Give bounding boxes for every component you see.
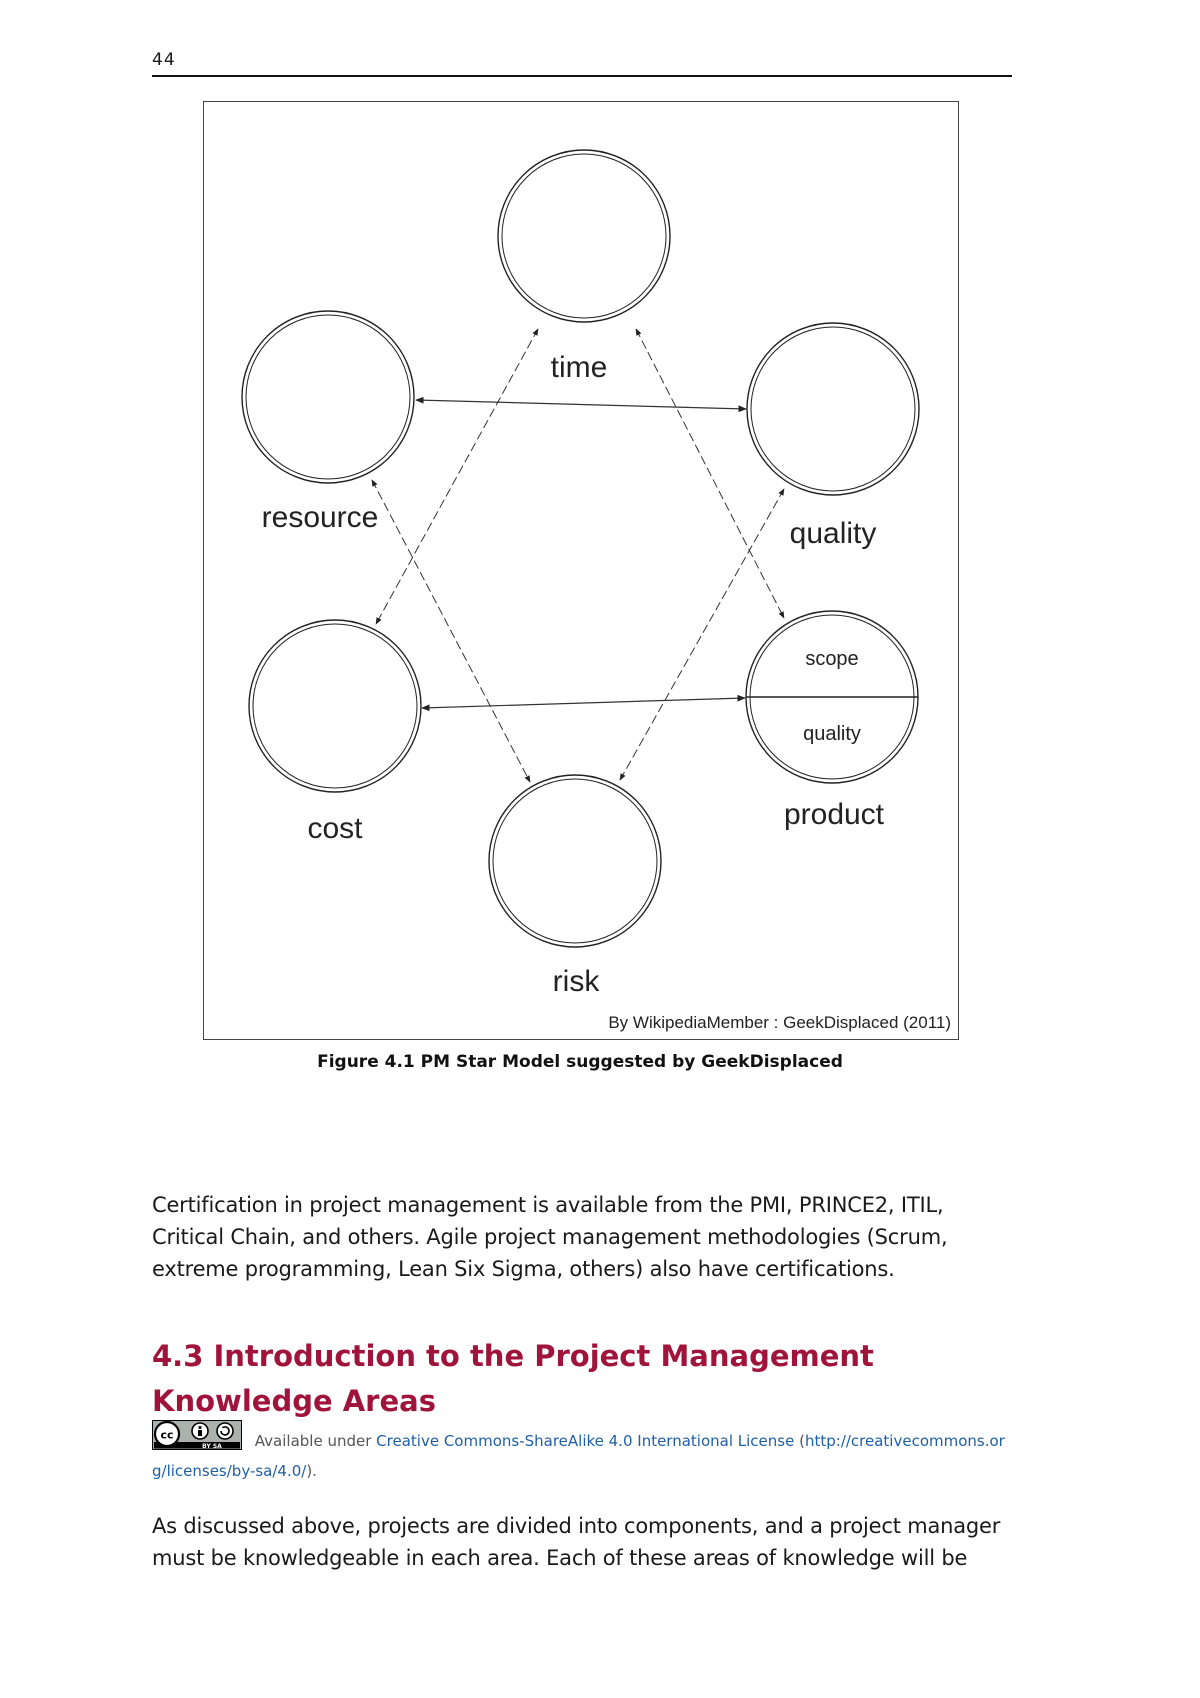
- license-open-paren: (: [799, 1432, 805, 1450]
- figure-credit: By WikipediaMember : GeekDisplaced (2011): [608, 1013, 951, 1032]
- license-url-link[interactable]: http://creativecommons.org/licenses/by-sa/4.0/: [152, 1432, 1005, 1480]
- edge-resource-quality: [416, 400, 746, 409]
- label-quality: quality: [789, 517, 877, 550]
- node-cost: [249, 620, 421, 792]
- license-prefix: Available under: [254, 1432, 372, 1450]
- header-rule: [152, 75, 1012, 77]
- paragraph-certification: Certification in project management is available from the PMI, PRINCE2, ITIL, Critical Chain, and others. Agile project management methodologies (Scrum, extreme programming, Lean Six Sigma, others) also have certifications.: [152, 1193, 948, 1281]
- node-resource: [242, 311, 414, 483]
- edge-quality-risk: [620, 489, 784, 780]
- edge-time-product: [636, 329, 784, 618]
- edge-time-cost: [376, 329, 538, 624]
- section-heading: 4.3 Introduction to the Project Management Knowledge Areas: [152, 1339, 874, 1418]
- page-number: 44: [152, 50, 176, 70]
- node-time: [498, 150, 670, 322]
- edge-resource-risk: [372, 480, 530, 782]
- cc-by-sa-badge[interactable]: [152, 1420, 242, 1450]
- svg-text:cc: cc: [160, 1428, 174, 1442]
- label-resource: resource: [261, 501, 379, 534]
- pm-star-diagram: [204, 102, 960, 1041]
- node-risk: [489, 775, 661, 947]
- figure-caption: Figure 4.1 PM Star Model suggested by GeekDisplaced: [317, 1052, 843, 1072]
- cc-badge-text: BY SA: [202, 1443, 222, 1450]
- label-risk: risk: [552, 965, 600, 998]
- label-product-scope: scope: [805, 648, 859, 670]
- label-cost: cost: [307, 812, 363, 845]
- node-product: [746, 611, 918, 783]
- node-quality: [747, 323, 919, 495]
- label-product-quality: quality: [803, 723, 861, 745]
- label-time: time: [550, 351, 608, 384]
- license-close-paren: ).: [306, 1462, 317, 1480]
- license-link[interactable]: Creative Commons-ShareAlike 4.0 International License: [376, 1432, 795, 1450]
- label-product: product: [783, 798, 885, 831]
- pm-star-figure: [203, 101, 959, 1040]
- paragraph-knowledge-areas: As discussed above, projects are divided into components, and a project manager must be knowledgeable in each area. Each of these areas of knowledge will be: [152, 1514, 1001, 1570]
- license-line: [152, 1420, 1012, 1486]
- edge-cost-product: [422, 698, 745, 708]
